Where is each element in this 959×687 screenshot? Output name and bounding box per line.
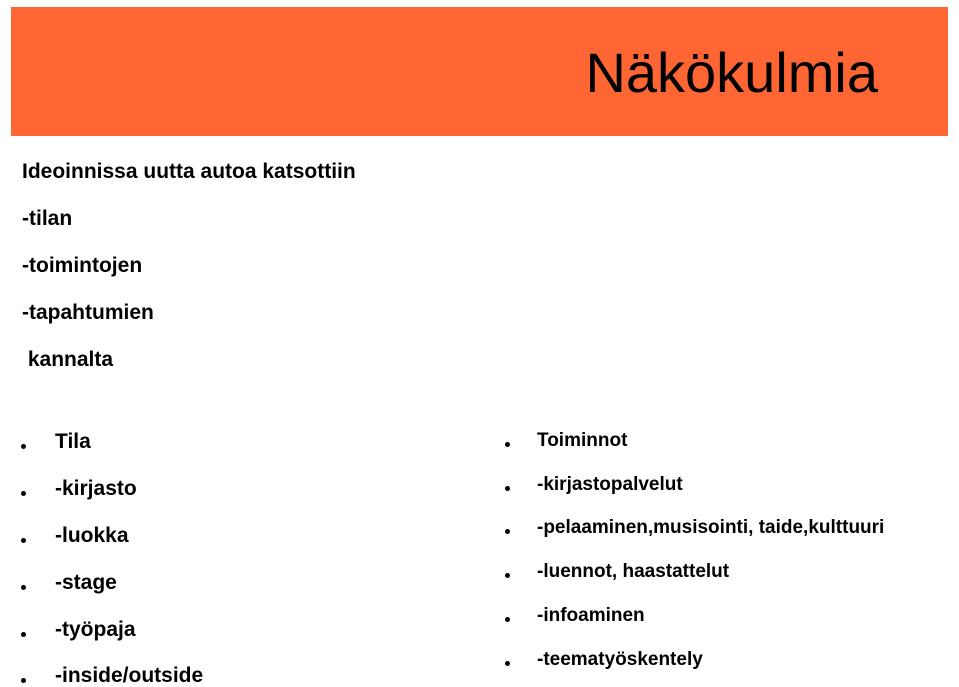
list-item-label: -inside/outside: [55, 664, 204, 687]
intro-line-toimintojen: -toimintojen: [22, 254, 143, 277]
list-item-label: -luokka: [55, 524, 129, 547]
bullet-dot-icon: [21, 632, 26, 637]
bullet-dot-icon: [505, 661, 510, 666]
intro-heading: Ideoinnissa uutta autoa katsottiin: [22, 160, 356, 183]
bullet-dot-icon: [505, 486, 510, 491]
title-bar: [11, 7, 948, 136]
bullet-dot-icon: [21, 444, 26, 449]
intro-line-kannalta: kannalta: [22, 348, 114, 371]
bullet-dot-icon: [21, 491, 26, 496]
list-item-label: Tila: [55, 430, 91, 453]
bullet-dot-icon: [505, 442, 510, 447]
intro-line-tapahtumien: -tapahtumien: [22, 301, 154, 324]
list-item-label: -kirjasto: [55, 477, 137, 500]
bullet-dot-icon: [21, 538, 26, 543]
bullet-dot-icon: [21, 678, 26, 683]
intro-line-tilan: -tilan: [22, 207, 73, 230]
list-item-label: -stage: [55, 571, 117, 594]
list-item-label: Toiminnot: [537, 430, 628, 451]
bullet-dot-icon: [21, 585, 26, 590]
list-item-label: -kirjastopalvelut: [537, 474, 683, 495]
list-item-label: -infoaminen: [537, 605, 645, 626]
bullet-dot-icon: [505, 617, 510, 622]
list-item-label: -luennot, haastattelut: [537, 561, 730, 582]
slide-title: Näkökulmia: [585, 41, 878, 104]
bullet-dot-icon: [505, 573, 510, 578]
bullet-dot-icon: [505, 529, 510, 534]
list-item-label: -teematyöskentely: [537, 649, 703, 670]
list-item-label: -työpaja: [55, 618, 136, 641]
list-item-label: -pelaaminen,musisointi, taide,kulttuuri: [537, 517, 885, 538]
